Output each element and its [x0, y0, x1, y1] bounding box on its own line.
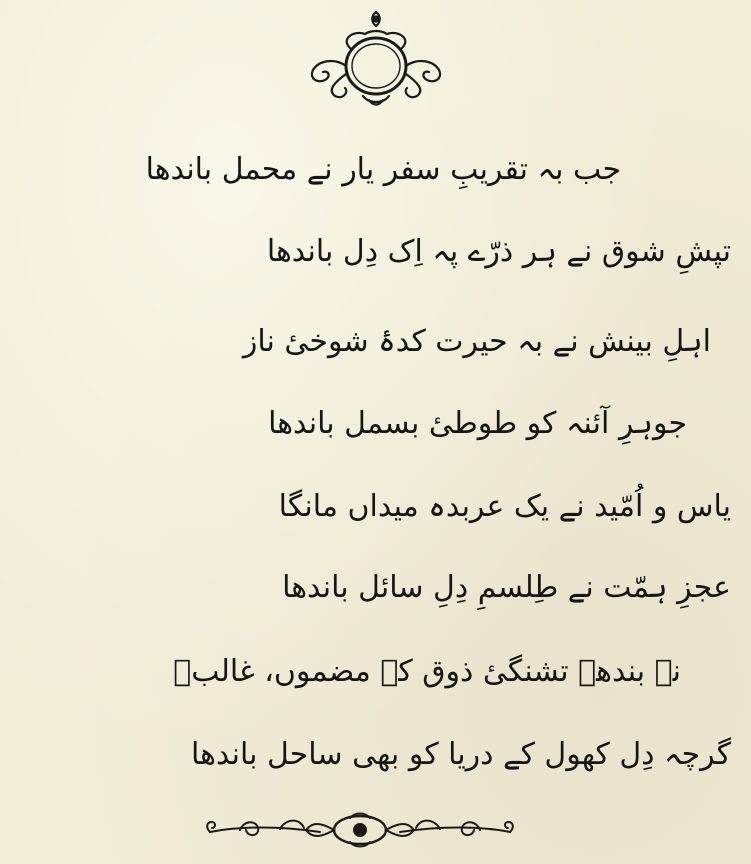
verse-line-8: گرچہ دِل کھول کے دریا کو بھی ساحل باندھا [190, 737, 731, 772]
verse-line-1: جب بہ تقریبِ سفر یار نے محمل باندھا [145, 152, 621, 187]
verse-line-7: نہ بندھے تشنگیٔ ذوق کے مضموں، غالبؔ [173, 654, 681, 689]
verse-line-6: عجزِ ہمّت نے طِلسمِ دِلِ سائل باندھا [282, 570, 731, 605]
verse-line-4: جوہرِ آئنہ کو طوطیٔ بسمل باندھا [268, 406, 687, 441]
cartouche-ornament-icon [305, 8, 447, 108]
verse-line-5: یاس و اُمّید نے یک عربدہ میداں مانگا [278, 489, 731, 524]
verse-line-2: تپشِ شوق نے ہر ذرّے پہ اِک دِل باندھا [266, 234, 731, 269]
verse-line-3: اہلِ بینش نے بہ حیرت کدۂ شوخیٔ ناز [242, 324, 711, 359]
floral-divider-icon [200, 810, 520, 850]
